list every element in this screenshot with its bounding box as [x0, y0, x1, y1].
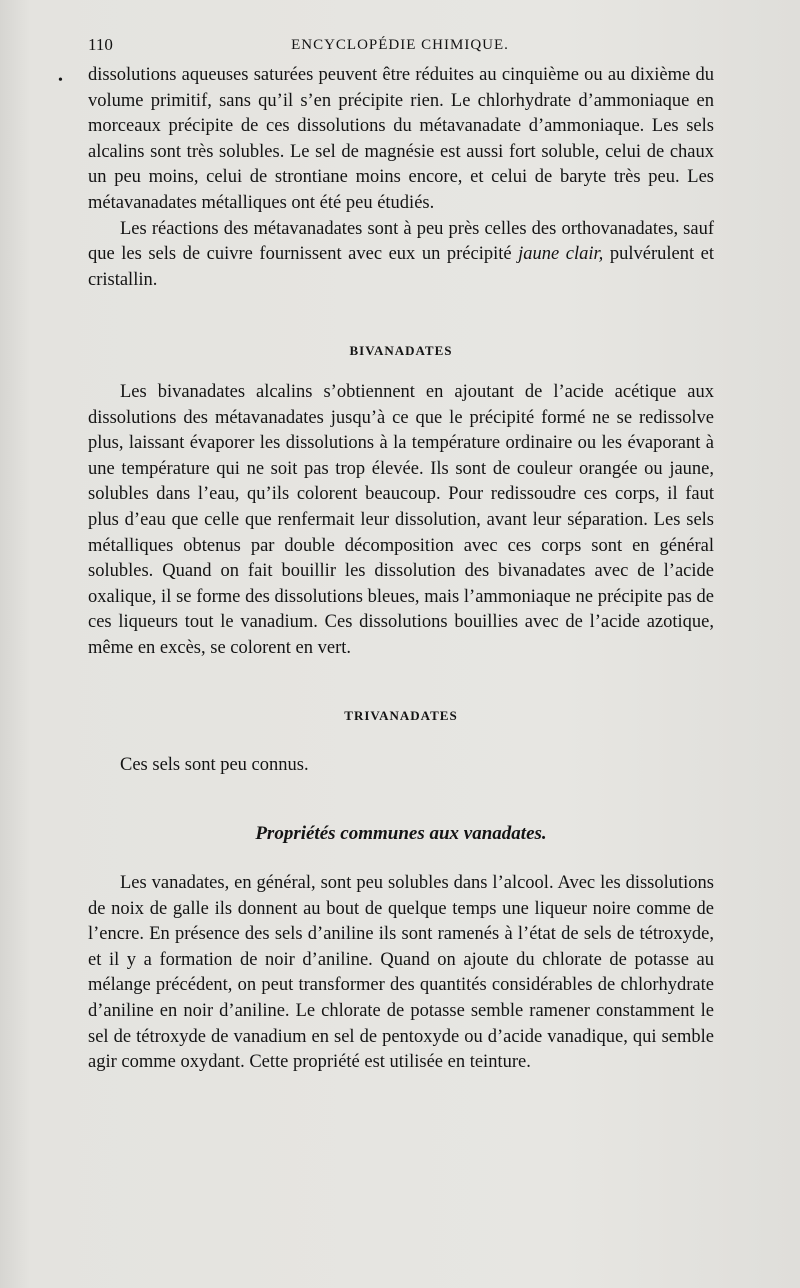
- section-title-proprietes: Propriétés communes aux vanadates.: [255, 823, 547, 844]
- heading-bivanadates: BIVANADATES: [349, 343, 453, 358]
- page-number: 110: [88, 35, 113, 54]
- running-title: ENCYCLOPÉDIE CHIMIQUE.: [291, 37, 509, 53]
- paragraph-proprietes: Les vanadates, en général, sont peu solubles dans l’alcool. Avec les dissolutions de noix de galle ils donnent au bout de quelque temps une liqueur noire comme de l’encre. En présence des sels d’aniline ils sont ramenés à l’état de sels de tétroxyde, et il y a formation de noir d’aniline. Quand on ajoute du chlorate de potasse au mélange précédent, on peut transformer des quantités considérables de chlorhydrate d’aniline en noir d’aniline. Le chlorate de potasse semble ramener constamment le sel de tétroxyde de vanadium en sel de pentoxyde ou d’acide vanadique, qui semble agir comme oxydant. Cette propriété est utilisée en teinture.: [88, 873, 714, 1073]
- paragraph-block-trivanadates: [88, 753, 714, 779]
- heading-trivanadates: TRIVANADATES: [344, 708, 458, 723]
- paragraph-text: pulvérulent et cristallin.: [88, 244, 715, 290]
- paragraph-trivanadates: Ces sels sont peu connus.: [120, 755, 309, 775]
- paragraph-block-top: [88, 63, 714, 293]
- paragraph-metavanadates-solubility: dissolutions aqueuses saturées peuvent être réduites au cinquième ou au dixième du volume primitif, sans qu’il s’en précipite rien. Le chlorhydrate d’ammoniaque en morceaux précipite de ces dissolutions du métavanadate d’ammoniaque. Les sels alcalins sont très solubles. Le sel de magnésie est aussi fort soluble, celui de chaux un peu moins, celui de strontiane moins encore, et celui de baryte très peu. Les métavanadates métalliques ont été peu étudiés.: [88, 65, 714, 213]
- margin-mark: •: [58, 73, 63, 88]
- paragraph-block-proprietes: [88, 871, 714, 1076]
- page-header: [88, 33, 712, 57]
- emphasis-jaune-clair: jaune clair,: [518, 244, 604, 265]
- paragraph-metavanadates-reactions: [88, 217, 714, 294]
- paragraph-bivanadates: Les bivanadates alcalins s’obtiennent en ajoutant de l’acide acétique aux dissolutions des métavanadates jusqu’à ce que le précipité formé ne se redissolve plus, laissant évaporer les dissolutions à la température ordinaire ou les évaporant à une température qui ne soit pas trop élevée. Ils sont de couleur orangée ou jaune, solubles dans l’eau, qu’ils colorent beaucoup. Pour redissoudre ces corps, il faut plus d’eau que celle que renfermait leur dissolution, avant leur séparation. Les sels métalliques obtenus par double décomposition avec ces corps sont en général solubles. Quand on fait bouillir les dissolution des bivanadates avec de l’acide oxalique, il se forme des dissolutions bleues, mais l’ammoniaque ne précipite pas de ces liqueurs tout le vanadium. Ces dissolutions bouillies avec de l’acide azotique, même en excès, se colorent en vert.: [88, 382, 714, 658]
- paragraph-block-bivanadates: [88, 380, 714, 662]
- paragraph-text: Les réactions des métavanadates sont à peu près celles des orthovanadates, sauf que les sels de cuivre fournissent avec eux un précipité: [88, 218, 714, 265]
